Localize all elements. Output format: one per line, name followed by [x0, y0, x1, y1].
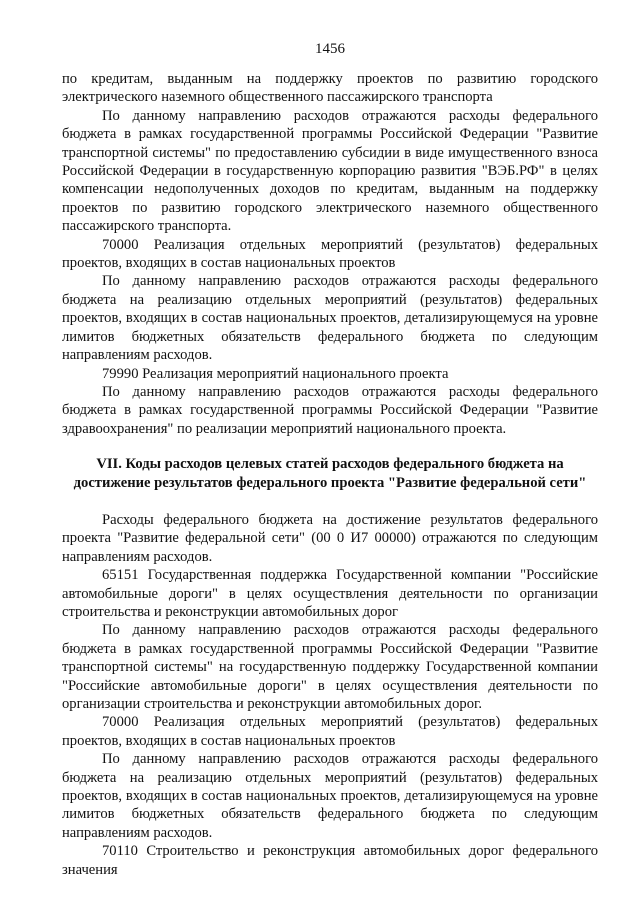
paragraph: По данному направлению расходов отражаются расходы федерального бюджета в рамках государственной программы Российской Федерации "Развитие здравоохранения" по реализации мероприятий национального проекта. — [62, 383, 598, 437]
paragraph: По данному направлению расходов отражаются расходы федерального бюджета в рамках государственной программы Российской Федерации "Развитие транспортной системы" на государственную поддержку Государственной компании "Российские автомобильные дороги" в целях осуществления деятельности по организации строительства и реконструкции автомобильных дорог. — [62, 622, 598, 712]
paragraph: По данному направлению расходов отражаются расходы федерального бюджета в рамках государственной программы Российской Федерации "Развитие транспортной системы" по предоставлению субсидии в виде имущественного взноса Российской Федерации в государственную корпорацию развития "ВЭБ.РФ" в целях компенсации недополученных доходов по кредитам, выданным на поддержку проектов по развитию городского электрического наземного общественного пассажирского транспорта. — [62, 107, 598, 235]
text-block-top — [62, 70, 598, 438]
paragraph: 65151 Государственная поддержка Государственной компании "Российские автомобильные дороги" в целях осуществления деятельности по организации строительства и реконструкции автомобильных дорог — [62, 567, 598, 620]
text-block-bottom — [62, 511, 598, 879]
paragraph: 70110 Строительство и реконструкция автомобильных дорог федерального значения — [62, 843, 598, 878]
page-number: 1456 — [315, 41, 345, 57]
section-heading: VII. Коды расходов целевых статей расходов федерального бюджета на достижение результатов федерального проекта "Развитие федеральной сети" — [73, 456, 587, 491]
paragraph: 79990 Реализация мероприятий национального проекта — [102, 365, 449, 382]
paragraph: По данному направлению расходов отражаются расходы федерального бюджета на реализацию отдельных мероприятий (результатов) федеральных проектов, входящих в состав национальных проектов, детализирующемуся на уровне лимитов бюджетных обязательств федерального бюджета по следующим направлениям расходов. — [62, 273, 598, 364]
paragraph: Расходы федерального бюджета на достижение результатов федерального проекта "Развитие федеральной сети" (00 0 И7 00000) отражаются по следующим направлениям расходов. — [62, 511, 598, 565]
paragraph: по кредитам, выданным на поддержку проектов по развитию городского электрического наземного общественного пассажирского транспорта — [62, 71, 598, 106]
paragraph: 70000 Реализация отдельных мероприятий (результатов) федеральных проектов, входящих в состав национальных проектов — [62, 236, 598, 272]
paragraph: По данному направлению расходов отражаются расходы федерального бюджета на реализацию отдельных мероприятий (результатов) федеральных проектов, входящих в состав национальных проектов, детализирующемуся на уровне лимитов бюджетных обязательств федерального бюджета по следующим направлениям расходов. — [62, 751, 598, 841]
paragraph: 70000 Реализация отдельных мероприятий (результатов) федеральных проектов, входящих в состав национальных проектов — [62, 714, 598, 749]
